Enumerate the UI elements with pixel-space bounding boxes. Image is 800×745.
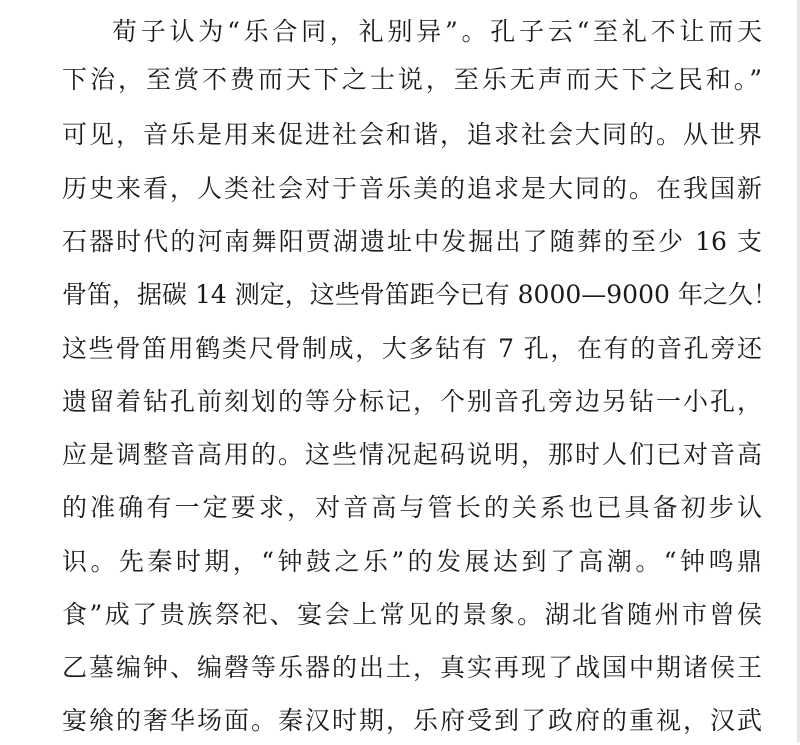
text-line: 石器时代的河南舞阳贾湖遗址中发掘出了随葬的至少 16 支 [62, 227, 762, 256]
text-line: 遗留着钻孔前刻划的等分标记，个别音孔旁边另钻一小孔， [62, 387, 762, 416]
text-line: 食”成了贵族祭祀、宴会上常见的景象。湖北省随州市曾侯 [62, 600, 762, 629]
text-line: 的准确有一定要求，对音高与管长的关系也已具备初步认 [62, 493, 762, 522]
text-line: 可见，音乐是用来促进社会和谐，追求社会大同的。从世界 [62, 120, 762, 149]
text-line: 荀子认为“乐合同，礼别异”。孔子云“至礼不让而天 [112, 17, 762, 46]
text-line: 历史来看，人类社会对于音乐美的追求是大同的。在我国新 [62, 174, 762, 203]
text-line: 宴飨的奢华场面。秦汉时期，乐府受到了政府的重视，汉武 [62, 706, 762, 735]
text-line: 识。先秦时期，“钟鼓之乐”的发展达到了高潮。“钟鸣鼎 [62, 547, 762, 576]
text-line: 这些骨笛用鹤类尺骨制成，大多钻有 7 孔，在有的音孔旁还 [62, 334, 762, 363]
text-line: 乙墓编钟、编磬等乐器的出土，真实再现了战国中期诸侯王 [62, 653, 762, 682]
text-line: 骨笛，据碳 14 测定，这些骨笛距今已有 8000—9000 年之久！ [62, 280, 778, 309]
text-line: 下治，至赏不费而天下之士说，至乐无声而天下之民和。” [62, 65, 762, 94]
text-line: 应是调整音高用的。这些情况起码说明，那时人们已对音高 [62, 440, 762, 469]
